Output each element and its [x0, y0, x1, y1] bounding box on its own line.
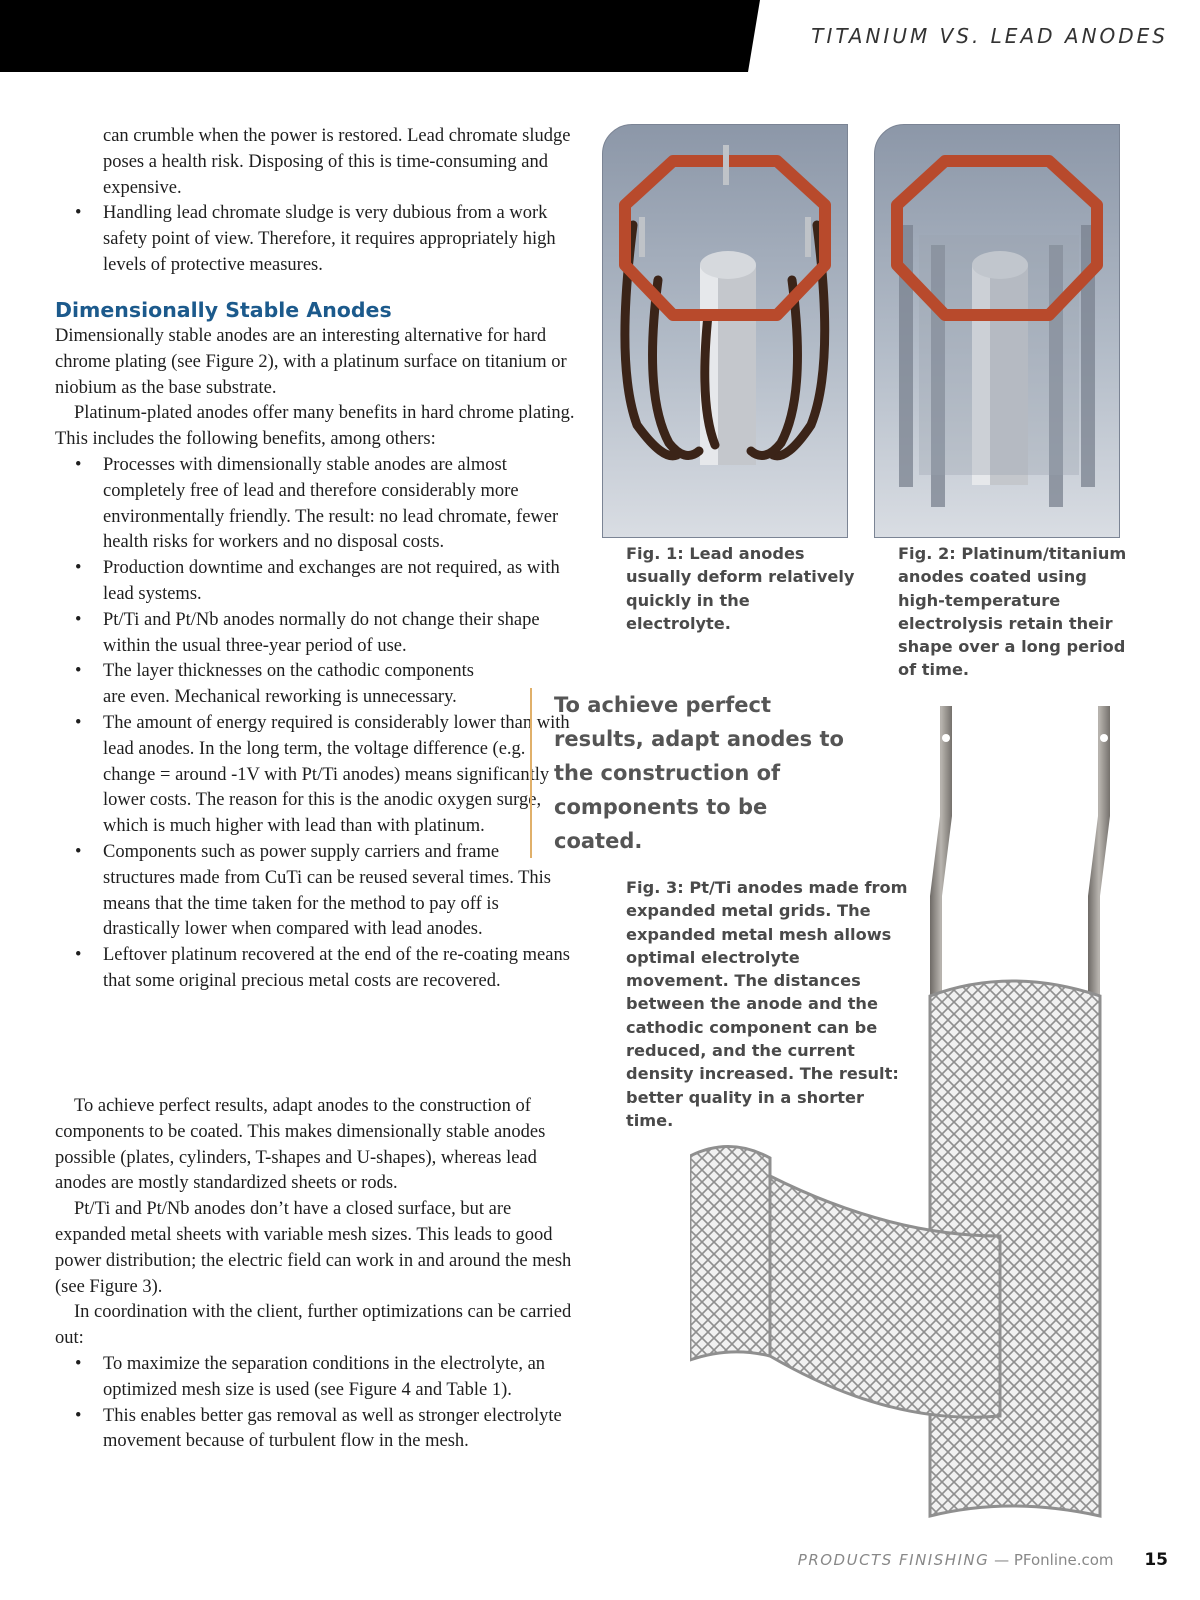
bullet-item: • Handling lead chromate sludge is very dubious from a work safety point of view. Therefore, it requires appropriately high levels of protective measures.	[55, 201, 575, 278]
section-dsa	[55, 296, 575, 995]
figure-1-image	[602, 124, 848, 538]
publication-name: PRODUCTS FINISHING	[797, 1551, 990, 1569]
figure-2-caption: Fig. 2: Platinum/titanium anodes coated using high-temperature electrolysis retain their shape over a long period of time.	[898, 544, 1127, 680]
page-footer	[798, 1550, 1168, 1570]
bullet-item: • The layer thicknesses on the cathodic components are even. Mechanical reworking is unnecessary.	[55, 659, 478, 711]
paragraph: In coordination with the client, further optimizations can be carried out:	[55, 1302, 572, 1349]
bullet-item: • Leftover platinum recovered at the end of the re-coating means that some original precious metal costs are recovered.	[55, 943, 575, 995]
header-bar	[0, 0, 760, 72]
bullet-list-top	[55, 201, 575, 278]
figure-3-caption: Fig. 3: Pt/Ti anodes made from expanded metal grids. The expanded metal mesh allows optimal electrolyte movement. The distances between the anode and the cathodic component can be reduced, and the current density increased. The result: better quality in a shorter time.	[626, 878, 908, 1130]
site-link[interactable]: PFonline.com	[1013, 1551, 1114, 1569]
bullet-item: • The amount of energy required is considerably lower than with lead anodes. In the long term, the voltage difference (e.g. change = around -1V with Pt/Ti anodes) means significantly lower costs. The reason for this is the anodic oxygen surge, which is much higher with lead than with platinum.	[55, 711, 575, 840]
optimization-list	[55, 1352, 575, 1455]
footer-separator: —	[994, 1551, 1010, 1569]
continued-paragraph: can crumble when the power is restored. Lead chromate sludge poses a health risk. Disposing of this is time-consuming and expensive.	[103, 126, 571, 198]
column-bottom	[55, 1094, 575, 1455]
bullet-item: • Components such as power supply carriers and frame structures made from CuTi can be reused several times. This means that the time taken for the method to pay off is drastically lower when compared with lead anodes.	[55, 840, 575, 943]
paragraph: Dimensionally stable anodes are an interesting alternative for hard chrome plating (see Figure 2), with a platinum surface on titanium or niobium as the base substrate.	[55, 326, 567, 398]
figure-1-caption: Fig. 1: Lead anodes usually deform relatively quickly in the electrolyte.	[626, 544, 855, 633]
section-heading: Dimensionally Stable Anodes	[55, 298, 392, 322]
paragraph: To achieve perfect results, adapt anodes to the construction of components to be coated. This makes dimensionally stable anodes possible (plates, cylinders, T-shapes and U-shapes), whereas lead anodes are mostly standardized sheets or rods.	[55, 1096, 546, 1194]
page-number: 15	[1144, 1550, 1168, 1570]
paragraph: Platinum-plated anodes offer many benefits in hard chrome plating. This includes the following benefits, among others:	[55, 403, 575, 450]
bullet-item: • Production downtime and exchanges are not required, as with lead systems.	[55, 556, 575, 608]
running-head: TITANIUM VS. LEAD ANODES	[811, 24, 1168, 48]
bullet-item: • This enables better gas removal as well as stronger electrolyte movement because of turbulent flow in the mesh.	[55, 1404, 575, 1456]
bullet-item: • Pt/Ti and Pt/Nb anodes normally do not change their shape within the usual three-year period of use.	[55, 608, 575, 660]
figure-3-image	[690, 696, 1130, 1536]
benefits-list	[55, 453, 575, 995]
figure-2-image	[874, 124, 1120, 538]
bullet-item: • Processes with dimensionally stable anodes are almost completely free of lead and therefore considerably more environmentally friendly. The result: no lead chromate, fewer health risks for workers and no disposal costs.	[55, 453, 575, 556]
pull-quote: To achieve perfect results, adapt anodes to the construction of components to be coated.	[530, 688, 854, 858]
paragraph: Pt/Ti and Pt/Nb anodes don’t have a closed surface, but are expanded metal sheets with variable mesh sizes. This leads to good power distribution; the electric field can work in and around the mesh (see Figure 3).	[55, 1199, 572, 1297]
column-top	[55, 124, 575, 279]
bullet-item: • To maximize the separation conditions in the electrolyte, an optimized mesh size is used (see Figure 4 and Table 1).	[55, 1352, 575, 1404]
